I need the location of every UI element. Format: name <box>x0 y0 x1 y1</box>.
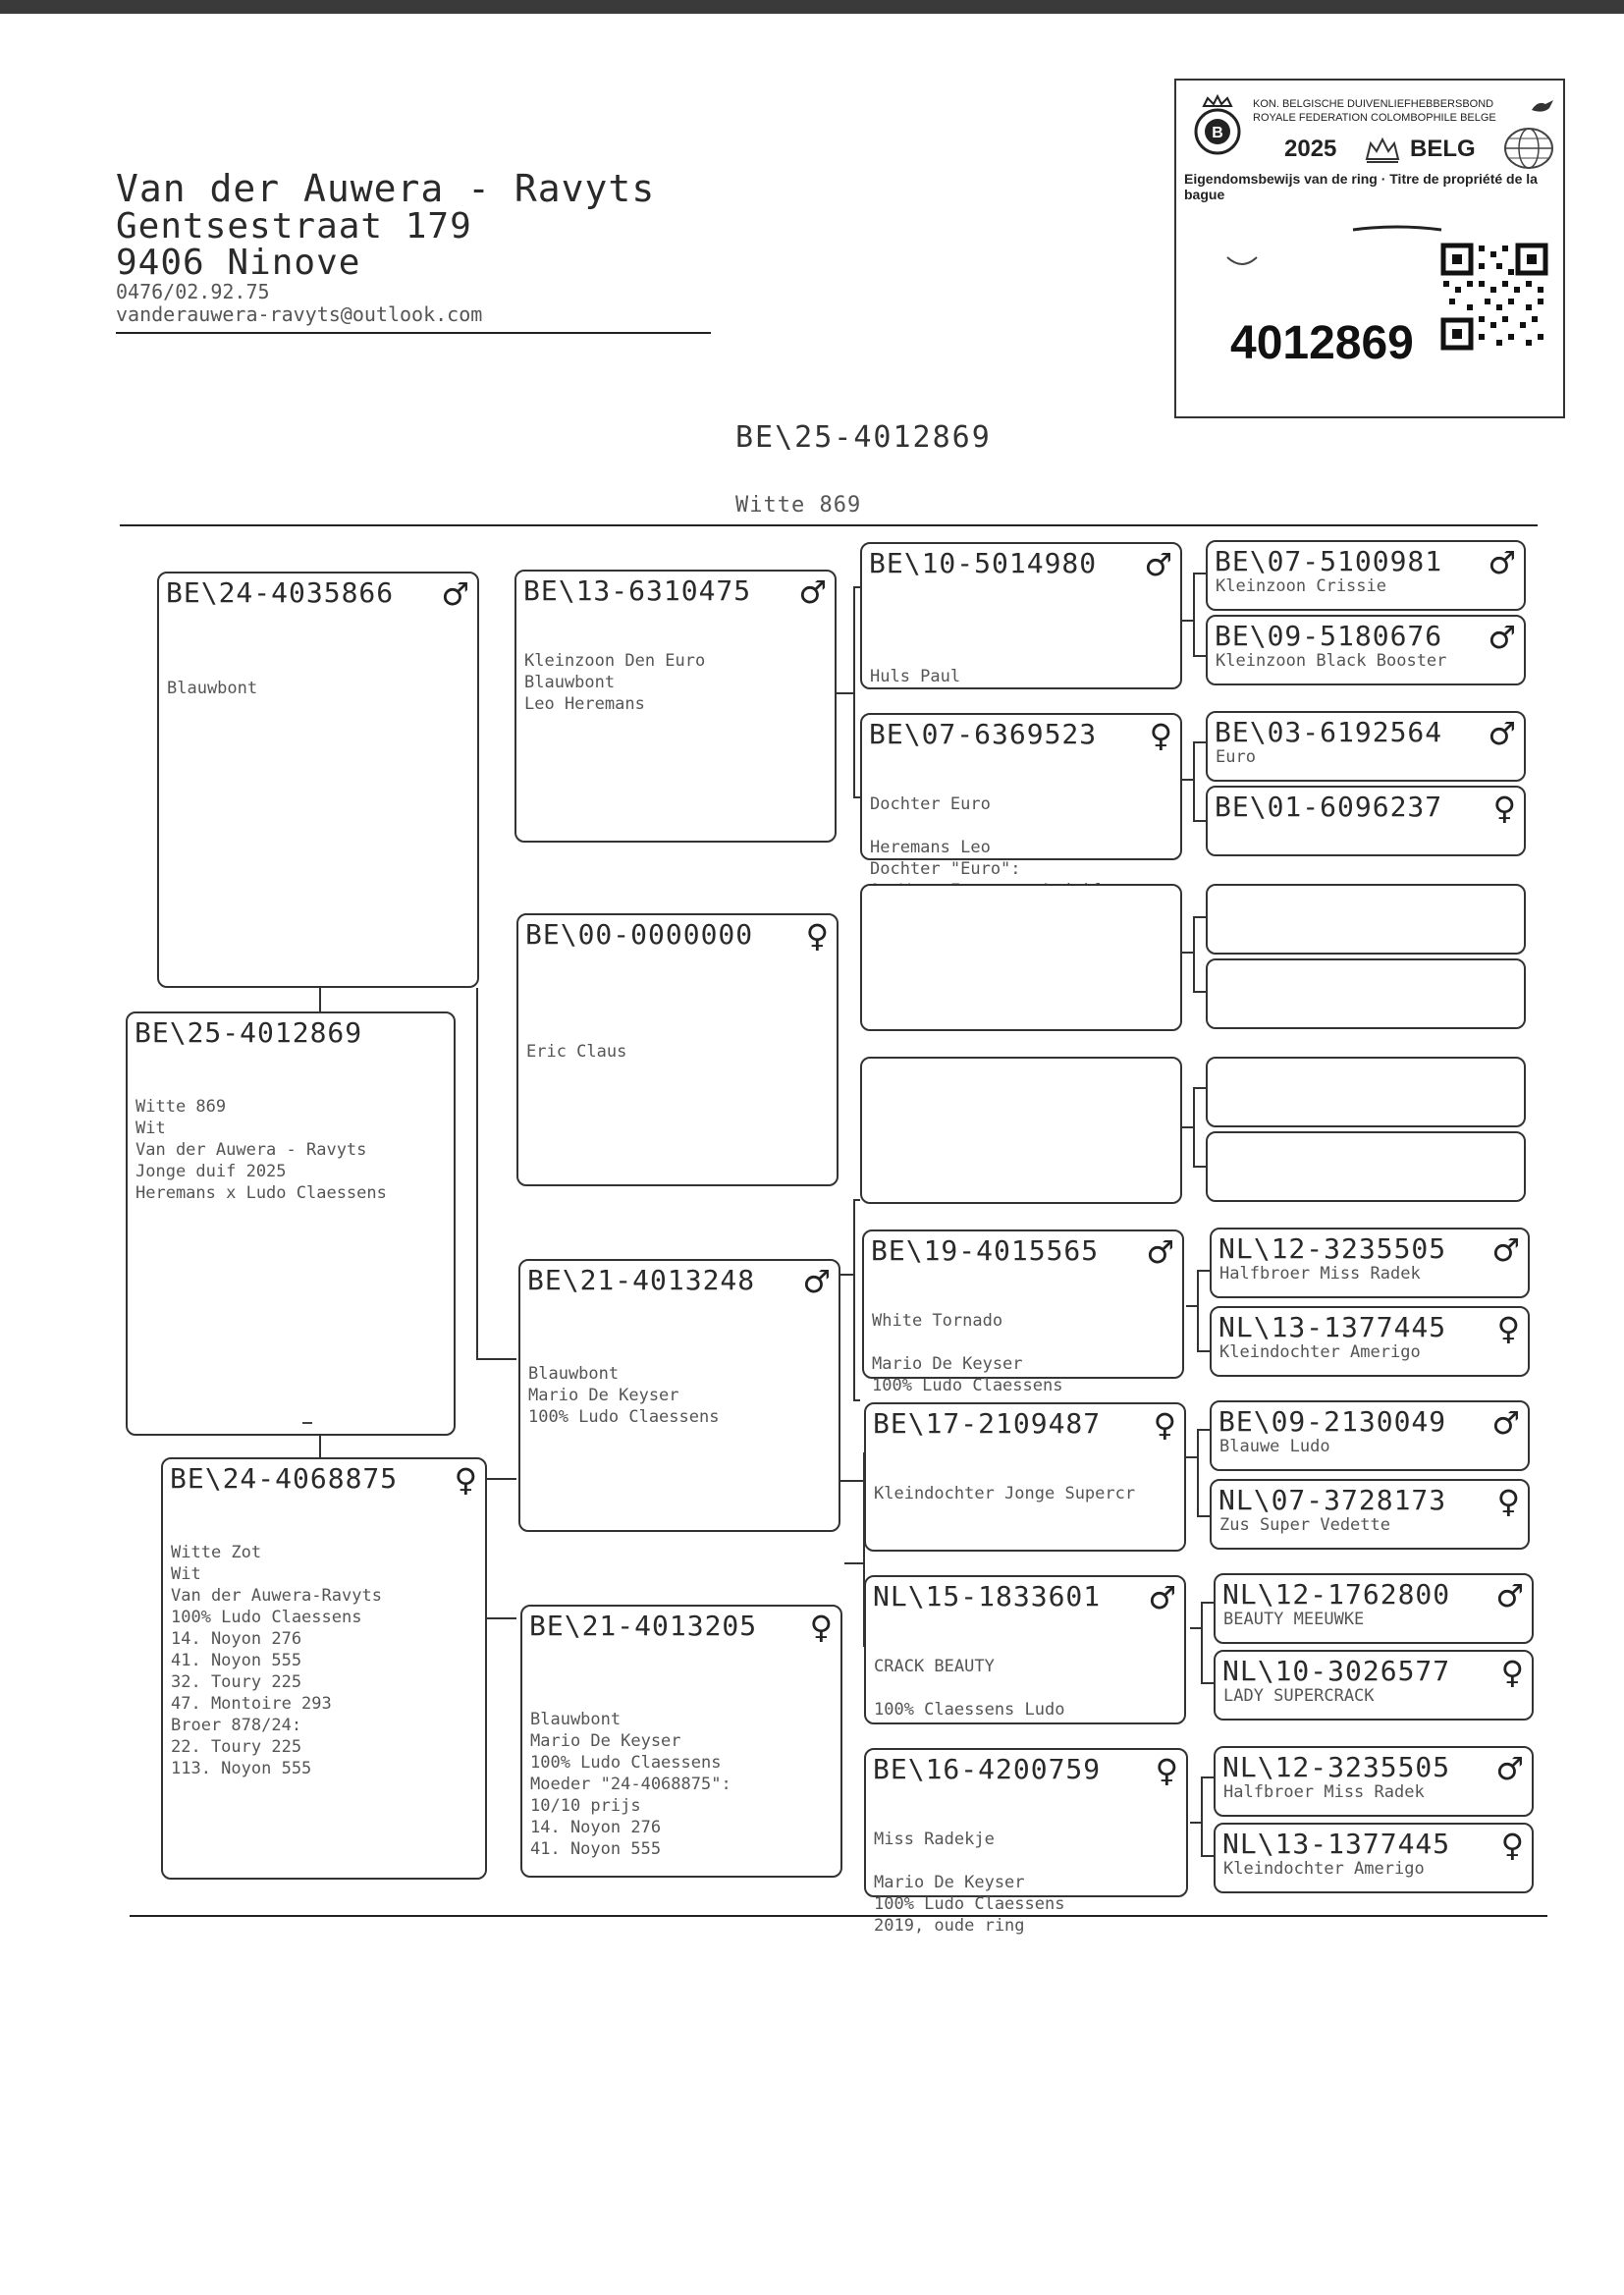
pigeon-info: LADY SUPERCRACK <box>1223 1686 1375 1706</box>
ring-number: NL\12-1762800 <box>1222 1578 1451 1611</box>
ring-country: BELG <box>1410 136 1476 162</box>
female-icon: ♀ <box>1155 1752 1178 1789</box>
pedigree-box-ff <box>514 570 837 843</box>
pigeon-info: Blauwbont <box>167 679 258 698</box>
pedigree-box-mfm <box>864 1402 1186 1552</box>
male-icon: ♂ <box>1491 1231 1520 1269</box>
pedigree-box-g16 <box>1214 1823 1534 1893</box>
female-icon: ♀ <box>809 1609 833 1646</box>
pigeon-info: Kleindochter Jonge Supercr <box>874 1484 1136 1503</box>
pedigree-box-fff <box>860 542 1182 689</box>
male-icon: ♂ <box>1148 1579 1176 1616</box>
ring-number: NL\13-1377445 <box>1218 1311 1447 1343</box>
federation-name-nl: KON. BELGISCHE DUIVENLIEFHEBBERSBOND <box>1253 98 1494 110</box>
pigeon-ring-heading: BE\25-4012869 <box>735 420 992 455</box>
pedigree-box-g14 <box>1214 1650 1534 1721</box>
male-icon: ♂ <box>1495 1750 1524 1787</box>
pigeon-info: Kleinzoon Black Booster <box>1216 651 1447 671</box>
owner-email: vanderauwera-ravyts@outlook.com <box>116 302 483 326</box>
male-icon: ♂ <box>1144 546 1172 583</box>
pigeon-info: Witte 869 Wit Van der Auwera - Ravyts Jonge duif 2025 Heremans x Ludo Claessens <box>135 1097 387 1203</box>
certificate-title: Eigendomsbewijs van de ring · Titre de propriété de la bague <box>1184 171 1538 202</box>
owner-street: Gentsestraat 179 <box>116 206 472 246</box>
pedigree-box-g4 <box>1206 786 1526 856</box>
female-icon: ♀ <box>1500 1654 1524 1691</box>
pedigree-box-mf <box>518 1259 840 1532</box>
pedigree-box-g5 <box>1206 884 1526 955</box>
male-icon: ♂ <box>1491 1404 1520 1442</box>
pedigree-box-g11 <box>1210 1400 1530 1471</box>
ring-number: BE\10-5014980 <box>869 547 1098 579</box>
ring-year: 2025 <box>1284 136 1337 162</box>
ring-number: BE\09-5180676 <box>1215 620 1443 652</box>
pigeon-info: Blauwbont Mario De Keyser 100% Ludo Claessens <box>528 1364 720 1427</box>
pedigree-box-fmf <box>860 884 1182 1031</box>
pedigree-box-g13 <box>1214 1573 1534 1644</box>
pigeon-info: Blauwbont Mario De Keyser 100% Ludo Claessens Moeder "24-4068875": 10/10 prijs 14. Noyon 276 41. Noyon 555 <box>530 1710 731 1859</box>
svg-text:B: B <box>1212 125 1223 141</box>
ring-number: BE\24-4035866 <box>166 576 395 609</box>
pedigree-box-g12 <box>1210 1479 1530 1550</box>
pedigree-box-g3 <box>1206 711 1526 782</box>
pedigree-box-g7 <box>1206 1057 1526 1127</box>
ring-number: BE\16-4200759 <box>873 1753 1102 1785</box>
pedigree-box-mother <box>161 1457 487 1880</box>
male-icon: ♂ <box>1488 544 1516 581</box>
pigeon-name-heading: Witte 869 <box>735 493 862 518</box>
female-icon: ♀ <box>1492 790 1516 827</box>
ring-number: NL\13-1377445 <box>1222 1828 1451 1860</box>
pigeon-info: Halfbroer Miss Radek <box>1219 1264 1421 1284</box>
ring-number: BE\19-4015565 <box>871 1234 1100 1267</box>
female-icon: ♀ <box>1500 1827 1524 1864</box>
male-icon: ♂ <box>1146 1233 1174 1271</box>
ring-number: BE\21-4013205 <box>529 1610 758 1642</box>
male-icon: ♂ <box>441 575 469 613</box>
pedigree-box-g1 <box>1206 540 1526 611</box>
pedigree-box-g6 <box>1206 958 1526 1029</box>
female-icon: ♀ <box>1149 717 1172 754</box>
pedigree-box-g10 <box>1210 1306 1530 1377</box>
pigeon-info: Huls Paul <box>870 667 961 686</box>
ring-number: BE\03-6192564 <box>1215 716 1443 748</box>
female-icon: ♀ <box>805 917 829 955</box>
pigeon-info: Kleindochter Amerigo <box>1219 1342 1421 1362</box>
pigeon-info: Witte Zot Wit Van der Auwera-Ravyts 100% Ludo Claessens 14. Noyon 276 41. Noyon 555 32. Toury 225 47. Montoire 293 Broer 878/24: 22. Toury 225 113. Noyon 555 <box>171 1543 382 1778</box>
ring-number: BE\09-2130049 <box>1218 1405 1447 1438</box>
male-icon: ♂ <box>1488 715 1516 752</box>
ring-number: BE\07-6369523 <box>869 718 1098 750</box>
ring-number: BE\17-2109487 <box>873 1407 1102 1440</box>
pigeon-info: Miss Radekje Mario De Keyser 100% Ludo Claessens 2019, oude ring <box>874 1830 1065 1936</box>
male-icon: ♂ <box>1495 1577 1524 1614</box>
pedigree-box-g2 <box>1206 615 1526 685</box>
pedigree-box-mmf <box>864 1575 1186 1724</box>
pedigree-box-fmm <box>860 1057 1182 1204</box>
ring-number: NL\15-1833601 <box>873 1580 1102 1612</box>
ring-number: BE\07-5100981 <box>1215 545 1443 577</box>
pigeon-info: Halfbroer Miss Radek <box>1223 1782 1425 1802</box>
owner-city: 9406 Ninove <box>116 243 361 283</box>
pigeon-info: BEAUTY MEEUWKE <box>1223 1610 1365 1629</box>
ring-number: BE\01-6096237 <box>1215 791 1443 823</box>
pedigree-box-g8 <box>1206 1131 1526 1202</box>
ring-number: BE\13-6310475 <box>523 574 752 607</box>
female-icon: ♀ <box>1153 1406 1176 1444</box>
male-icon: ♂ <box>798 574 827 611</box>
female-icon: ♀ <box>1496 1310 1520 1347</box>
pedigree-box-subject <box>126 1011 456 1436</box>
ring-number: 4012869 <box>1230 317 1414 369</box>
pigeon-info: Kleinzoon Crissie <box>1216 576 1386 596</box>
pedigree-box-mff <box>862 1229 1184 1395</box>
pedigree-box-mmm <box>864 1748 1188 1936</box>
pigeon-info: Zus Super Vedette <box>1219 1515 1390 1535</box>
pigeon-info: Euro <box>1216 747 1256 767</box>
ring-number: BE\25-4012869 <box>135 1016 363 1049</box>
pedigree-box-fm <box>516 913 839 1186</box>
pigeon-info: Dochter Euro Heremans Leo Dochter "Euro": <box>870 794 1021 879</box>
male-icon: ♂ <box>1488 619 1516 656</box>
pedigree-box-g9 <box>1210 1228 1530 1298</box>
pedigree-box-ffm <box>860 713 1182 879</box>
ring-number: BE\24-4068875 <box>170 1462 399 1495</box>
pedigree-box-mm <box>520 1605 842 1878</box>
pedigree-box-father <box>157 572 479 988</box>
pigeon-info: Kleinzoon Den Euro Blauwbont Leo Heremans <box>524 651 706 714</box>
ring-number: NL\10-3026577 <box>1222 1655 1451 1687</box>
male-icon: ♂ <box>802 1263 831 1300</box>
pigeon-info: White Tornado Mario De Keyser 100% Ludo Claessens <box>872 1311 1063 1395</box>
ring-number: NL\12-3235505 <box>1222 1751 1451 1783</box>
pigeon-info: Blauwe Ludo <box>1219 1437 1330 1456</box>
ring-number: BE\21-4013248 <box>527 1264 756 1296</box>
pigeon-info: Kleindochter Amerigo <box>1223 1859 1425 1879</box>
ring-number: BE\00-0000000 <box>525 918 754 951</box>
federation-name-fr: ROYALE FEDERATION COLOMBOPHILE BELGE <box>1253 112 1496 124</box>
female-icon: ♀ <box>1496 1483 1520 1520</box>
pigeon-info: CRACK BEAUTY 100% Claessens Ludo <box>874 1657 1065 1720</box>
pedigree-box-g15 <box>1214 1746 1534 1817</box>
pigeon-info: Eric Claus <box>526 1042 627 1062</box>
ring-number: NL\07-3728173 <box>1218 1484 1447 1516</box>
box-mark <box>302 1422 312 1424</box>
ring-number: NL\12-3235505 <box>1218 1232 1447 1265</box>
owner-name: Van der Auwera - Ravyts <box>116 167 656 210</box>
female-icon: ♀ <box>454 1461 477 1499</box>
owner-phone: 0476/02.92.75 <box>116 280 270 303</box>
